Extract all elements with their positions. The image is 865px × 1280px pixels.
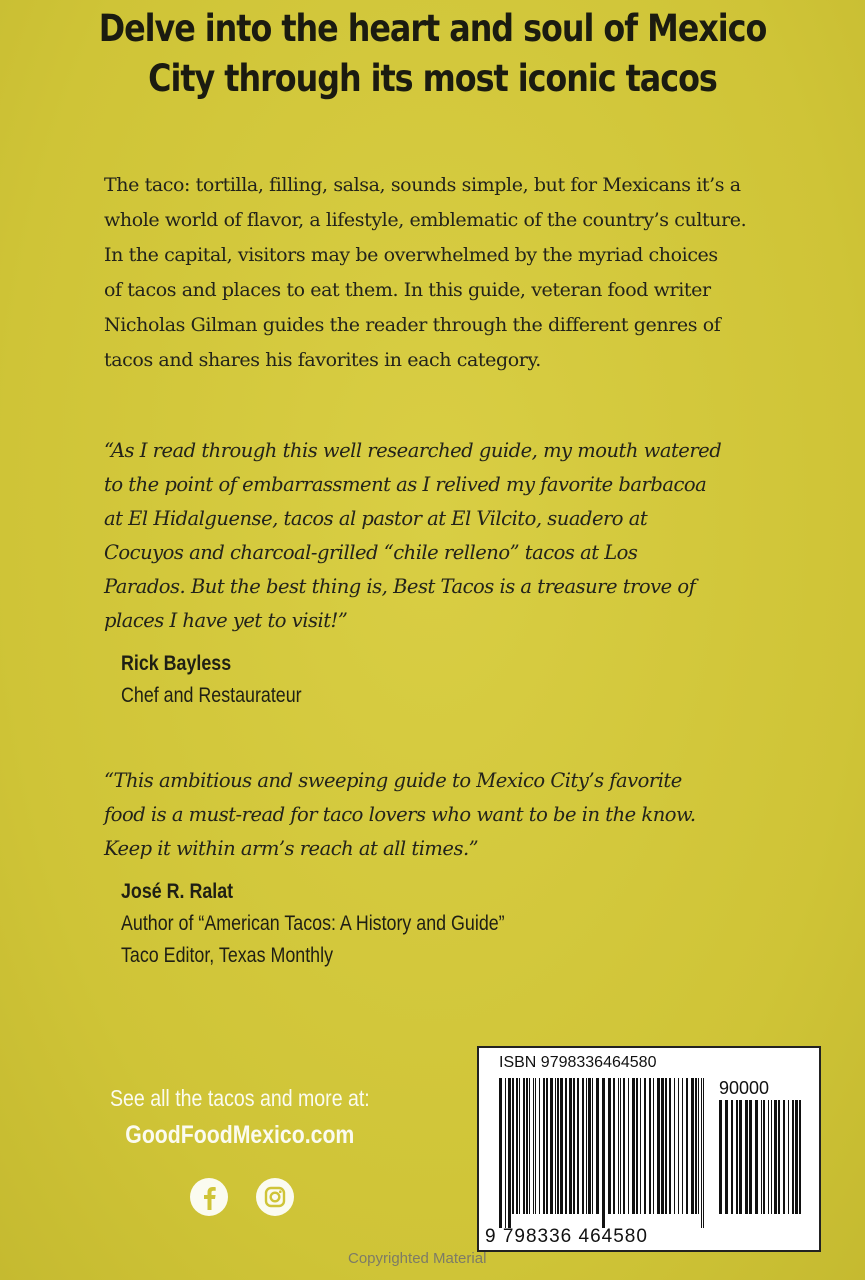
headline-line-2: City through its most iconic tacos [148,57,717,100]
intro-paragraph [104,168,784,378]
testimonial-quote-2 [104,764,794,866]
testimonial-attribution-2 [121,876,505,972]
quote-line: Parados. But the best thing is, Best Tacos is a treasure trove of [104,575,696,598]
website-link[interactable]: GoodFoodMexico.com [125,1121,355,1149]
isbn-barcode [477,1046,821,1252]
barcode-bar [661,1078,664,1214]
testimonial-quote-1 [104,434,794,638]
quote-line: Keep it within arm’s reach at all times.” [104,837,479,860]
barcode-bar [768,1100,769,1214]
barcode-bar [698,1078,699,1214]
barcode-bar [761,1100,762,1214]
barcode-bar [499,1078,502,1228]
barcode-bar [623,1078,625,1214]
barcode-bar [799,1100,801,1214]
barcode-bar [526,1078,528,1214]
barcode-bar [588,1078,591,1214]
barcode-bar [628,1078,629,1214]
barcode-bar [674,1078,675,1214]
barcode-bar [653,1078,654,1214]
barcode-bar [739,1100,742,1214]
barcode-bar [682,1078,683,1214]
barcode-bar [644,1078,646,1214]
barcode-bar [636,1078,638,1214]
barcode-bar [778,1100,780,1214]
barcode-bar [774,1100,777,1214]
barcode-bar [703,1078,704,1228]
author-role: Taco Editor, Texas Monthly [121,944,333,967]
barcode-bar [745,1100,748,1214]
barcode-bar [665,1078,667,1214]
quote-line: places I have yet to visit!” [104,609,348,632]
barcode-bar [555,1078,556,1214]
barcode-bar [669,1078,671,1214]
quote-line: food is a must-read for taco lovers who want to be in the know. [104,803,696,826]
barcode-bar [613,1078,615,1214]
barcode-bar [640,1078,641,1214]
intro-line: In the capital, visitors may be overwhelmed by the myriad choices [104,244,718,266]
barcode-bar [678,1078,679,1214]
author-name: Rick Bayless [121,652,232,675]
barcode-bar [569,1078,572,1214]
price-code: 90000 [719,1078,770,1098]
facebook-icon[interactable] [186,1174,232,1220]
barcode-bar [783,1100,785,1214]
barcode-bar [565,1078,567,1214]
author-role: Author of “American Tacos: A History and Guide” [121,912,505,935]
barcode-number: 9 798336 464580 [485,1226,648,1247]
instagram-icon[interactable] [252,1174,298,1220]
barcode-bar [577,1078,579,1214]
barcode-bar [539,1078,540,1214]
website-promo [110,1080,370,1154]
barcode-bar [731,1100,733,1214]
barcode-bar [719,1100,722,1214]
isbn-label: ISBN 9798336464580 [499,1054,657,1071]
author-name: José R. Ralat [121,880,234,903]
barcode-bar [535,1078,536,1214]
barcode-bars-main [499,1078,709,1228]
intro-line: The taco: tortilla, filling, salsa, sounds simple, but for Mexicans it’s a [104,174,741,196]
barcode-bar [701,1078,702,1228]
barcode-bar [508,1078,511,1228]
barcode-bar [550,1078,553,1214]
barcode-bar [795,1100,798,1214]
headline-line-1: Delve into the heart and soul of Mexico [98,7,767,50]
intro-line: of tacos and places to eat them. In this guide, veteran food writer [104,279,711,301]
barcode-bar [546,1078,548,1214]
barcode-bar [592,1078,593,1214]
barcode-bars-addon [719,1100,805,1228]
barcode-bar [516,1078,518,1214]
intro-line: Nicholas Gilman guides the reader through the different genres of [104,314,721,336]
quote-line: “This ambitious and sweeping guide to Mexico City’s favorite [104,769,682,792]
quote-line: at El Hidalguense, tacos al pastor at El Vilcito, suadero at [104,507,648,530]
barcode-bar [596,1078,599,1214]
barcode-bar [618,1078,619,1214]
barcode-bar [763,1100,765,1214]
barcode-bar [523,1078,525,1214]
barcode-bar [505,1078,506,1228]
barcode-bar [533,1078,534,1214]
barcode-bar [632,1078,635,1214]
barcode-bar [573,1078,575,1214]
barcode-bar [686,1078,688,1214]
barcode-bar [529,1078,530,1214]
barcode-bar [695,1078,697,1214]
barcode-bar [649,1078,651,1214]
quote-line: to the point of embarrassment as I relived my favorite barbacoa [104,473,707,496]
barcode-bar [543,1078,545,1214]
barcode-bar [788,1100,789,1214]
barcode-bar [657,1078,660,1214]
barcode-bar [691,1078,694,1214]
copyright-watermark: Copyrighted Material [348,1250,487,1267]
quote-line: “As I read through this well researched guide, my mouth watered [104,439,722,462]
author-role: Chef and Restaurateur [121,684,302,707]
barcode-bar [755,1100,758,1214]
barcode-bar [560,1078,563,1214]
intro-line: whole world of flavor, a lifestyle, emblematic of the country’s culture. [104,209,747,231]
barcode-bar [602,1078,605,1228]
barcode-bar [586,1078,587,1214]
barcode-bar [792,1100,794,1214]
headline [61,4,805,104]
barcode-bar [725,1100,728,1214]
barcode-bar [736,1100,738,1214]
quote-line: Cocuyos and charcoal-grilled “chile relleno” tacos at Los [104,541,638,564]
promo-text: See all the tacos and more at: [110,1085,370,1111]
barcode-bar [620,1078,621,1214]
barcode-bar [749,1100,752,1214]
barcode-bar [557,1078,559,1214]
barcode-bar [582,1078,584,1214]
barcode-bar [608,1078,611,1214]
testimonial-attribution-1 [121,648,302,712]
intro-line: tacos and shares his favorites in each category. [104,349,541,371]
barcode-bar [771,1100,772,1214]
barcode-bar [519,1078,520,1214]
barcode-bar [512,1078,514,1214]
